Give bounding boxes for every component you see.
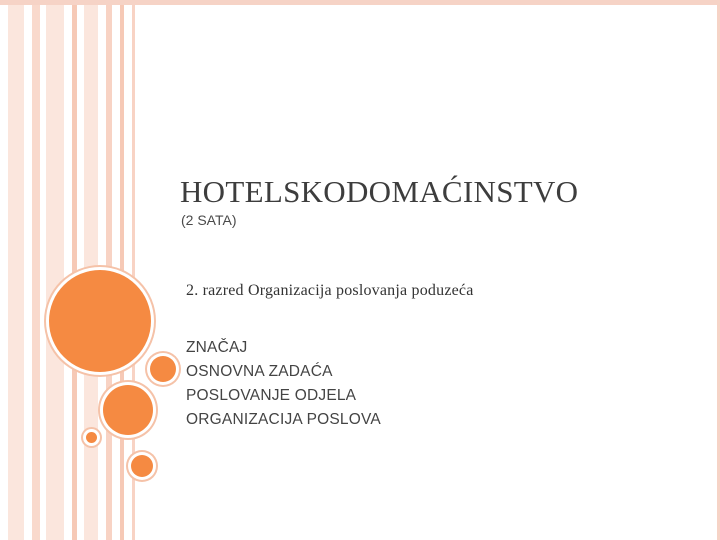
list-item: OSNOVNA ZADAĆA (186, 363, 333, 380)
stripe (32, 0, 40, 540)
list-item: ORGANIZACIJA POSLOVA (186, 411, 381, 428)
large-circle (49, 270, 151, 372)
stripe (120, 0, 124, 540)
slide-subtitle: (2 SATA) (181, 212, 237, 228)
stripe (72, 0, 77, 540)
stripe (46, 0, 64, 540)
small-circle (131, 455, 153, 477)
stripe (8, 0, 24, 540)
medium-circle (103, 385, 153, 435)
grade-line: 2. razred Organizacija poslovanja poduzeća (186, 282, 474, 299)
slide-title: HOTELSKODOMAĆINSTVO (180, 174, 579, 209)
list-item: ZNAČAJ (186, 339, 248, 356)
small-circle (150, 356, 176, 382)
tiny-circle (86, 432, 97, 443)
topic-list (186, 336, 381, 432)
list-item: POSLOVANJE ODJELA (186, 387, 357, 404)
